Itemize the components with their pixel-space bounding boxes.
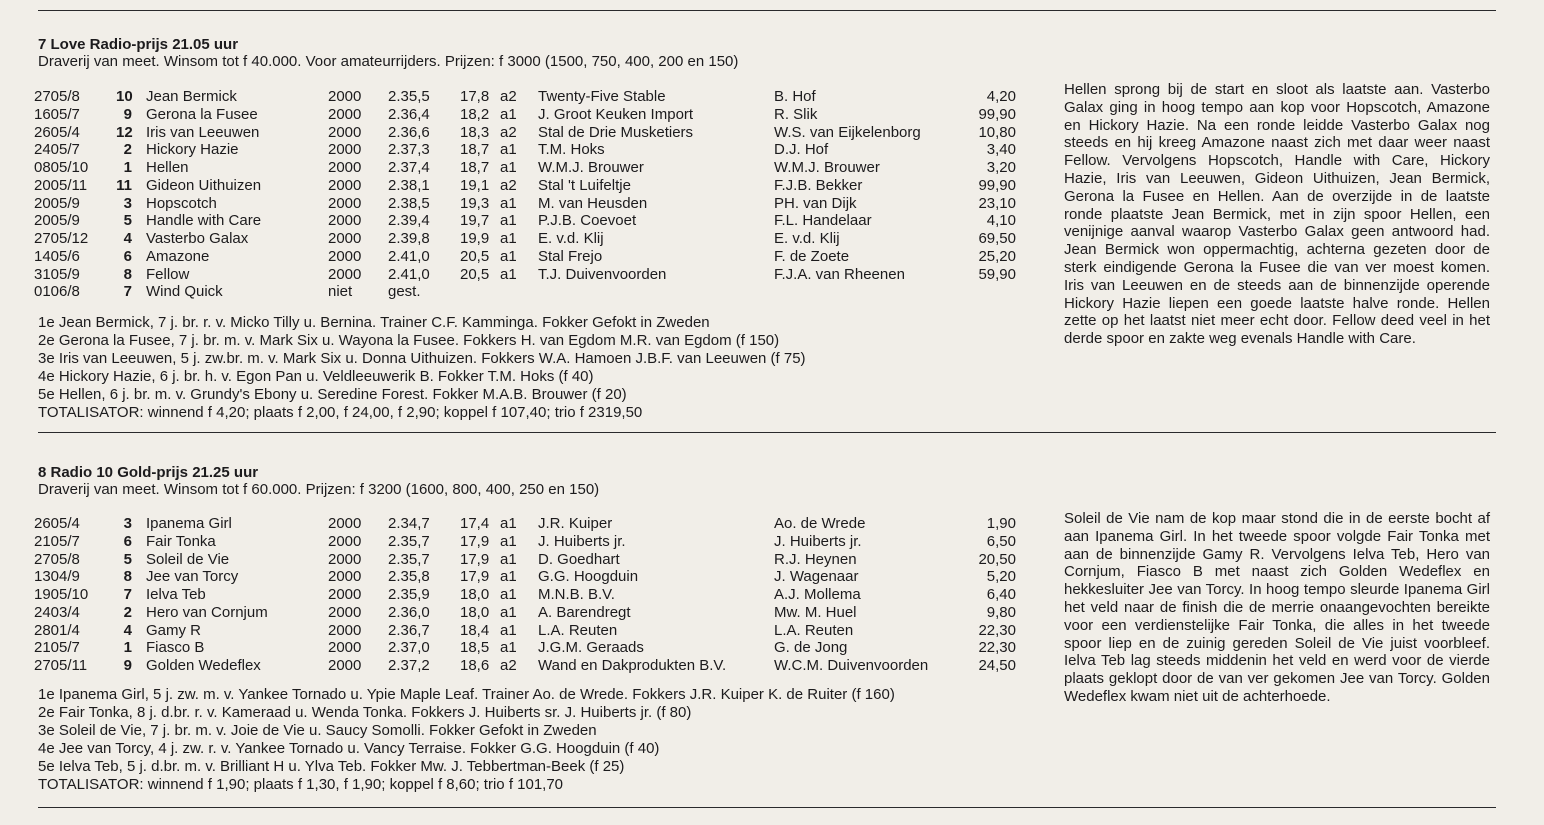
result-driver: R. Slik [774, 105, 818, 123]
result-km: 18,6 [460, 657, 490, 674]
result-odds: 59,90 [978, 265, 1016, 283]
result-dist: 2000 [328, 123, 362, 141]
result-driver: F.J.A. van Rheenen [774, 265, 905, 283]
result-odds: 99,90 [978, 105, 1016, 123]
result-pos: 3 [123, 515, 132, 532]
result-owner: G.G. Hoogduin [538, 568, 639, 586]
result-pos: 3 [123, 194, 132, 212]
result-km: 20,5 [460, 247, 490, 265]
result-odds: 23,10 [978, 194, 1016, 212]
result-date: 2105/7 [34, 639, 80, 657]
result-owner: D. Goedhart [538, 550, 620, 568]
totalisator-line: TOTALISATOR: winnend f 1,90; plaats f 1,30, f 1,90; koppel f 8,60; trio f 101,70 [38, 776, 564, 793]
result-dist: 2000 [328, 532, 362, 550]
placing-line: 2e Gerona la Fusee, 7 j. br. m. v. Mark Six u. Wayona la Fusee. Fokkers H. van Egdom M.R. van Egdom (f 150) [38, 332, 780, 349]
result-km: 18,2 [460, 105, 490, 123]
placing-line: 1e Ipanema Girl, 5 j. zw. m. v. Yankee Tornado u. Ypie Maple Leaf. Trainer Ao. de Wrede. Fokkers J.R. Kuiper K. de Ruiter (f 160) [38, 686, 895, 703]
result-start: a1 [500, 515, 517, 532]
result-start: a1 [500, 639, 517, 657]
result-horse: Ipanema Girl [146, 515, 232, 532]
result-time: 2.41,0 [388, 247, 430, 265]
result-driver: Mw. M. Huel [774, 603, 857, 621]
result-driver: E. v.d. Klij [774, 230, 840, 247]
result-dist: 2000 [328, 247, 362, 265]
result-dist: 2000 [328, 657, 362, 674]
result-time: 2.35,9 [388, 586, 430, 603]
result-date: 1304/9 [34, 568, 80, 586]
race-7-section [34, 36, 1498, 421]
result-km: 18,0 [460, 603, 490, 621]
result-owner: M. van Heusden [538, 194, 648, 212]
result-driver: F.L. Handelaar [774, 212, 872, 230]
result-driver: W.S. van Eijkelenborg [774, 123, 921, 141]
result-pos: 1 [123, 159, 132, 176]
result-date: 2705/8 [34, 88, 80, 105]
result-dist: 2000 [328, 159, 362, 176]
placing-line: 5e Ielva Teb, 5 j. d.br. m. v. Brilliant H u. Ylva Teb. Fokker Mw. J. Tebbertman-Beek (f 25) [38, 758, 625, 775]
result-pos: 6 [123, 247, 132, 265]
result-driver: W.C.M. Duivenvoorden [774, 657, 929, 674]
result-odds: 22,30 [978, 639, 1016, 657]
result-pos: 8 [123, 568, 132, 586]
result-horse: Wind Quick [146, 283, 223, 301]
result-pos: 5 [123, 550, 132, 568]
result-time: 2.41,0 [388, 265, 430, 283]
result-time: gest. [388, 283, 421, 301]
result-start: a1 [500, 247, 517, 265]
result-horse: Iris van Leeuwen [146, 123, 260, 141]
result-km: 18,7 [460, 141, 490, 159]
result-km: 19,9 [460, 230, 490, 247]
result-owner: T.J. Duivenvoorden [538, 265, 667, 283]
result-time: 2.39,4 [388, 212, 430, 230]
result-odds: 3,20 [986, 159, 1016, 176]
result-dist: niet [328, 283, 353, 301]
result-odds: 4,20 [986, 88, 1016, 105]
result-odds: 1,90 [986, 515, 1016, 532]
result-pos: 8 [123, 265, 132, 283]
result-km: 18,7 [460, 159, 490, 176]
result-dist: 2000 [328, 141, 362, 159]
result-start: a1 [500, 621, 517, 639]
result-horse: Jean Bermick [146, 88, 237, 105]
result-driver: L.A. Reuten [774, 621, 854, 639]
race-7-subtitle: Draverij van meet. Winsom tot f 40.000. Voor amateurrijders. Prijzen: f 3000 (1500, 750, 400, 200 en 150) [38, 53, 739, 70]
result-owner: T.M. Hoks [538, 141, 605, 159]
result-start: a1 [500, 568, 517, 586]
result-km: 18,0 [460, 586, 490, 603]
result-dist: 2000 [328, 621, 362, 639]
race-8-section [34, 464, 1498, 793]
result-pos: 2 [123, 141, 132, 159]
result-odds: 6,40 [986, 586, 1016, 603]
result-horse: Fellow [146, 265, 190, 283]
result-driver: G. de Jong [774, 639, 848, 657]
result-date: 2605/4 [34, 515, 80, 532]
result-driver: B. Hof [774, 88, 816, 105]
result-horse: Hero van Cornjum [146, 603, 268, 621]
result-start: a2 [500, 176, 517, 194]
race-8-placings [38, 686, 895, 794]
result-date: 2705/12 [34, 230, 89, 247]
result-km: 17,9 [460, 568, 490, 586]
placing-line: 3e Soleil de Vie, 7 j. br. m. v. Joie de Vie u. Saucy Somolli. Fokker Gefokt in Zweden [38, 722, 597, 739]
result-time: 2.35,7 [388, 550, 430, 568]
race-8-subtitle: Draverij van meet. Winsom tot f 60.000. Prijzen: f 3200 (1600, 800, 400, 250 en 150) [38, 481, 600, 498]
result-owner: E. v.d. Klij [538, 230, 604, 247]
result-owner: Stal Frejo [538, 247, 603, 265]
result-km: 17,9 [460, 532, 490, 550]
result-time: 2.37,3 [388, 141, 430, 159]
result-owner: A. Barendregt [538, 603, 631, 621]
result-odds: 6,50 [986, 532, 1016, 550]
result-horse: Gerona la Fusee [146, 105, 258, 123]
result-horse: Hickory Hazie [146, 141, 239, 159]
placing-line: 2e Fair Tonka, 8 j. d.br. r. v. Kameraad u. Wenda Tonka. Fokkers J. Huiberts sr. J. Huiberts jr. (f 80) [38, 704, 692, 721]
result-pos: 4 [123, 621, 132, 639]
result-pos: 1 [123, 639, 132, 657]
result-km: 19,3 [460, 194, 490, 212]
result-owner: J. Huiberts jr. [538, 532, 626, 550]
result-horse: Gideon Uithuizen [146, 176, 262, 194]
result-driver: Ao. de Wrede [774, 515, 866, 532]
result-km: 19,7 [460, 212, 490, 230]
result-km: 19,1 [460, 176, 490, 194]
result-km: 20,5 [460, 265, 490, 283]
result-owner: P.J.B. Coevoet [538, 212, 637, 230]
result-pos: 4 [123, 230, 132, 247]
result-odds: 99,90 [978, 176, 1016, 194]
result-time: 2.36,6 [388, 123, 430, 141]
result-date: 2801/4 [34, 621, 80, 639]
result-start: a1 [500, 265, 517, 283]
placing-line: 4e Hickory Hazie, 6 j. br. h. v. Egon Pan u. Veldleeuwerik B. Fokker T.M. Hoks (f 40) [38, 368, 594, 385]
result-start: a1 [500, 212, 517, 230]
race-7-commentary: Hellen sprong bij de start en sloot als laatste aan. Vasterbo Galax ging in hoog tempo aan kop voor Hopscotch, Amazone en Hickory Hazie. Na een ronde leidde Vasterbo Galax nog steeds en hij kreeg Amazone naast zich met daar weer naast Fellow. Vervolgens Hopscotch, Handle with Care, Hickory Hazie, Iris van Leeuwen, Gideon Uithuizen, Jean Bermick, Gerona la Fusee en Hellen. Aan de overzijde in de laatste ronde plaatste Jean Bermick, met in zijn spoor Hellen, een venijnige aanval waarop Vasterbo Galax geen antwoord had. Jean Bermick won oppermachtig, achterna gezeten door de sterk eindigende Gerona la Fusee die van ver moest komen. Iris van Leeuwen en de steeds aan de binnenzijde operende Hickory Hazie liepen een goede laatste halve ronde. Hellen zette op het laatst niet meer echt door. Fellow deed veel in het derde spoor en zakte weg evenals Handle with Care. [1064, 81, 1490, 348]
result-km: 17,8 [460, 88, 490, 105]
middle-rule [38, 432, 1496, 433]
result-owner: Stal de Drie Musketiers [538, 123, 694, 141]
result-date: 1405/6 [34, 247, 80, 265]
result-horse: Fair Tonka [146, 532, 216, 550]
result-time: 2.39,8 [388, 230, 430, 247]
result-time: 2.37,2 [388, 657, 430, 674]
result-date: 0805/10 [34, 159, 89, 176]
result-driver: R.J. Heynen [774, 550, 857, 568]
result-odds: 5,20 [986, 568, 1016, 586]
result-time: 2.36,4 [388, 105, 430, 123]
result-time: 2.37,0 [388, 639, 430, 657]
result-start: a2 [500, 123, 517, 141]
result-date: 2705/11 [34, 657, 88, 674]
result-driver: J. Huiberts jr. [774, 532, 862, 550]
result-time: 2.38,5 [388, 194, 430, 212]
result-owner: M.N.B. B.V. [538, 586, 615, 603]
result-dist: 2000 [328, 603, 362, 621]
result-pos: 9 [123, 105, 132, 123]
result-date: 2005/9 [34, 194, 80, 212]
result-odds: 4,10 [986, 212, 1016, 230]
race-8-title: 8 Radio 10 Gold-prijs 21.25 uur [38, 464, 259, 481]
result-owner: J. Groot Keuken Import [538, 105, 694, 123]
result-dist: 2000 [328, 230, 362, 247]
result-time: 2.34,7 [388, 515, 430, 532]
result-owner: L.A. Reuten [538, 621, 618, 639]
result-pos: 7 [123, 586, 132, 603]
result-odds: 22,30 [978, 621, 1016, 639]
result-odds: 3,40 [986, 141, 1016, 159]
result-owner: Twenty-Five Stable [538, 88, 666, 105]
result-odds: 24,50 [978, 657, 1016, 674]
result-date: 2605/4 [34, 123, 80, 141]
result-odds: 25,20 [978, 247, 1016, 265]
result-pos: 12 [116, 123, 133, 141]
result-owner: Stal 't Luifeltje [538, 176, 631, 194]
result-odds: 10,80 [978, 123, 1016, 141]
result-time: 2.37,4 [388, 159, 430, 176]
result-km: 17,9 [460, 550, 490, 568]
result-time: 2.38,1 [388, 176, 430, 194]
result-date: 0106/8 [34, 283, 80, 301]
result-start: a1 [500, 586, 517, 603]
result-start: a1 [500, 550, 517, 568]
result-date: 1605/7 [34, 105, 80, 123]
race-7-title: 7 Love Radio-prijs 21.05 uur [38, 36, 239, 53]
placing-line: 1e Jean Bermick, 7 j. br. r. v. Micko Tilly u. Bernina. Trainer C.F. Kamminga. Fokker Gefokt in Zweden [38, 314, 710, 331]
result-driver: PH. van Dijk [774, 194, 857, 212]
result-odds: 20,50 [978, 550, 1016, 568]
result-date: 2105/7 [34, 532, 80, 550]
result-pos: 2 [123, 603, 132, 621]
result-pos: 11 [116, 176, 132, 194]
result-dist: 2000 [328, 105, 362, 123]
result-driver: W.M.J. Brouwer [774, 159, 880, 176]
result-horse: Amazone [146, 247, 210, 265]
result-time: 2.35,5 [388, 88, 430, 105]
result-start: a1 [500, 105, 517, 123]
result-pos: 9 [123, 657, 132, 674]
result-horse: Gamy R [146, 621, 202, 639]
result-dist: 2000 [328, 515, 362, 532]
result-date: 1905/10 [34, 586, 89, 603]
result-time: 2.35,7 [388, 532, 430, 550]
race-8-commentary: Soleil de Vie nam de kop maar stond die in de eerste bocht af aan Ipanema Girl. In het tweede spoor volgde Fair Tonka met aan de binnenzijde Gamy R. Vervolgens Ielva Teb, Hero van Cornjum, Fiasco B met naast zich Golden Wedeflex en hekkesluiter Jee van Torcy. In hoog tempo sleurde Ipanema Girl het veld naar de finish die de merrie onaangevochten bereikte voor een verdienstelijke Fair Tonka, die alles in het tweede spoor liep en de zuinig gereden Soleil de Vie juist voorbleef. Ielva Teb lag steeds middenin het veld en werd voor de vierde plaats geklopt door de van ver gekomen Jee van Torcy. Golden Wedeflex kwam niet uit de achterhoede. [1064, 510, 1490, 705]
result-km: 18,4 [460, 621, 490, 639]
result-driver: D.J. Hof [774, 141, 829, 159]
result-date: 2705/8 [34, 550, 80, 568]
result-horse: Soleil de Vie [146, 550, 230, 568]
result-pos: 10 [116, 88, 133, 105]
result-horse: Ielva Teb [146, 586, 206, 603]
result-owner: J.R. Kuiper [538, 515, 613, 532]
result-km: 17,4 [460, 515, 490, 532]
result-start: a1 [500, 603, 517, 621]
result-date: 2403/4 [34, 603, 80, 621]
result-horse: Golden Wedeflex [146, 657, 261, 674]
result-owner: J.G.M. Geraads [538, 639, 644, 657]
placing-line: 4e Jee van Torcy, 4 j. zw. r. v. Yankee Tornado u. Vancy Terraise. Fokker G.G. Hoogduin (f 40) [38, 740, 660, 757]
placing-line: 3e Iris van Leeuwen, 5 j. zw.br. m. v. Mark Six u. Donna Uithuizen. Fokkers W.A. Hamoen J.B.F. van Leeuwen (f 75) [38, 350, 806, 367]
result-km: 18,5 [460, 639, 490, 657]
result-driver: A.J. Mollema [774, 586, 861, 603]
result-start: a1 [500, 159, 517, 176]
result-driver: F.J.B. Bekker [774, 176, 863, 194]
placing-line: 5e Hellen, 6 j. br. m. v. Grundy's Ebony u. Seredine Forest. Fokker M.A.B. Brouwer (f 20) [38, 386, 627, 403]
result-driver: F. de Zoete [774, 247, 850, 265]
result-date: 3105/9 [34, 265, 80, 283]
result-start: a2 [500, 88, 517, 105]
result-odds: 9,80 [986, 603, 1016, 621]
result-date: 2405/7 [34, 141, 80, 159]
result-owner: Wand en Dakprodukten B.V. [538, 657, 727, 674]
result-time: 2.35,8 [388, 568, 430, 586]
result-start: a2 [500, 657, 517, 674]
result-pos: 5 [123, 212, 132, 230]
race-7-placings [38, 314, 806, 422]
result-horse: Vasterbo Galax [146, 230, 249, 247]
result-horse: Hopscotch [146, 194, 217, 212]
result-pos: 6 [123, 532, 132, 550]
result-dist: 2000 [328, 265, 362, 283]
top-rule [38, 10, 1496, 11]
result-horse: Jee van Torcy [146, 568, 239, 586]
result-date: 2005/9 [34, 212, 80, 230]
result-time: 2.36,7 [388, 621, 430, 639]
result-driver: J. Wagenaar [774, 568, 859, 586]
result-pos: 7 [123, 283, 132, 301]
result-odds: 69,50 [978, 230, 1016, 247]
result-dist: 2000 [328, 550, 362, 568]
result-horse: Fiasco B [146, 639, 205, 657]
result-dist: 2000 [328, 568, 362, 586]
result-owner: W.M.J. Brouwer [538, 159, 644, 176]
result-dist: 2000 [328, 176, 362, 194]
result-date: 2005/11 [34, 176, 88, 194]
result-horse: Hellen [146, 159, 189, 176]
result-time: 2.36,0 [388, 603, 430, 621]
result-dist: 2000 [328, 88, 362, 105]
result-dist: 2000 [328, 639, 362, 657]
result-km: 18,3 [460, 123, 490, 141]
result-dist: 2000 [328, 194, 362, 212]
result-start: a1 [500, 141, 517, 159]
result-dist: 2000 [328, 212, 362, 230]
result-start: a1 [500, 230, 517, 247]
result-dist: 2000 [328, 586, 362, 603]
result-horse: Handle with Care [146, 212, 262, 230]
totalisator-line: TOTALISATOR: winnend f 4,20; plaats f 2,00, f 24,00, f 2,90; koppel f 107,40; trio f 2319,50 [38, 404, 643, 421]
result-start: a1 [500, 532, 517, 550]
result-start: a1 [500, 194, 517, 212]
bottom-rule [38, 807, 1496, 808]
